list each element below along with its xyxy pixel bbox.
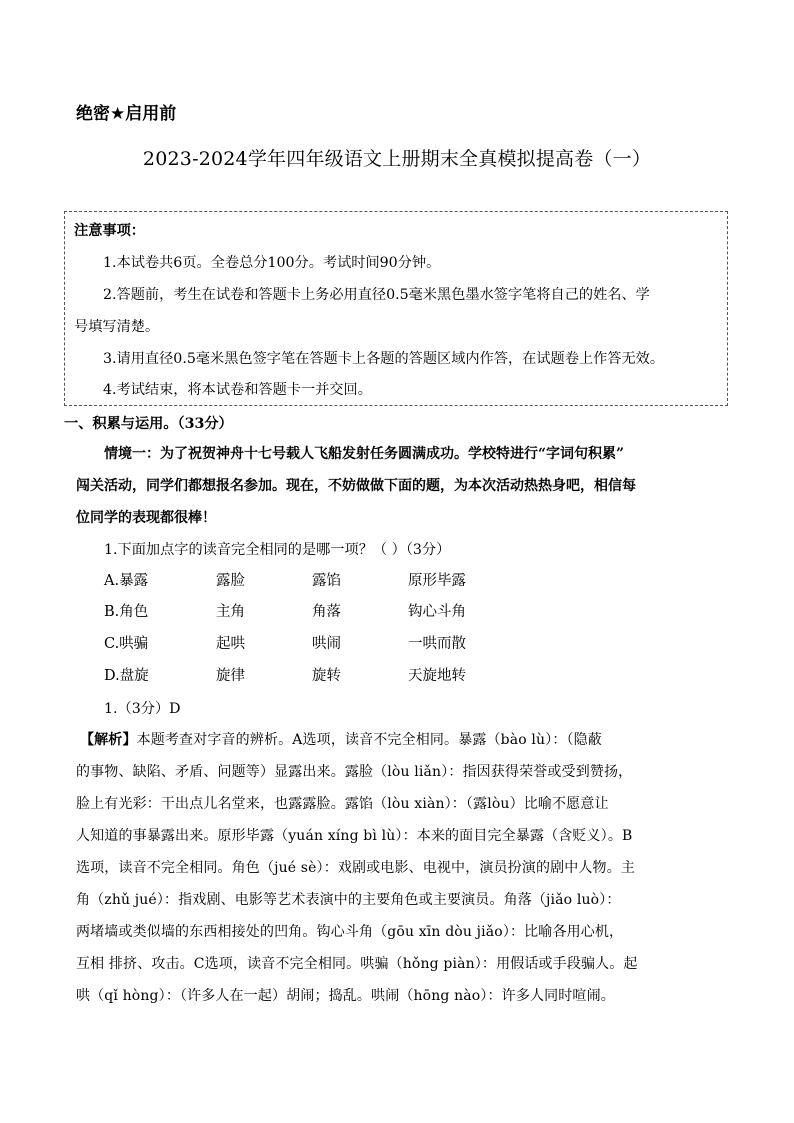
section-heading: 一、积累与运用。（33分）	[64, 416, 233, 432]
option-word: 原形毕露	[408, 573, 466, 589]
option-row-c	[104, 633, 504, 655]
option-word: 角落	[312, 604, 341, 620]
notice-item: 3.请用直径0.5毫米黑色签字笔在答题卡上各题的答题区域内作答，在试题卷上作答无效。	[103, 351, 665, 367]
notice-item: 号填写清楚。	[74, 319, 160, 335]
answer-1: 1.（3分）D	[104, 701, 181, 717]
notice-box	[64, 211, 728, 406]
page-title: 2023-2024学年四年级语文上册期末全真模拟提高卷（一）	[142, 148, 652, 170]
option-word: C.哄骗	[104, 636, 149, 652]
option-word: 起哄	[216, 636, 245, 652]
option-row-b	[104, 601, 504, 623]
context-line: 闯关活动，同学们都想报名参加。现在，不妨做做下面的题，为本次活动热热身吧，相信每	[76, 478, 636, 494]
explanation-line: 互相 排挤、攻击。C选项，读音不完全相同。哄骗（hǒng piàn）：用假话或手段骗人。起	[76, 956, 638, 972]
option-word: 露馅	[312, 573, 341, 589]
context-line: 位同学的表现都很棒！	[76, 510, 216, 526]
explanation-line: 的事物、缺陷、矛盾、问题等）显露出来。露脸（lòu liǎn）：指因获得荣誉或受到赞扬，	[76, 764, 633, 780]
option-word: 钩心斗角	[408, 604, 466, 620]
option-word: A.暴露	[104, 573, 149, 589]
explanation-text: 本题考查对字音的辨析。A选项，读音不完全相同。暴露（bào lù）：（隐蔽	[136, 732, 602, 748]
option-word: 旋律	[216, 668, 245, 684]
explanation-line: 两堵墙或类似墙的东西相接处的凹角。钩心斗角（gōu xīn dòu jiǎo）：比喻各用心机，	[76, 924, 624, 940]
option-word: 哄闹	[312, 636, 341, 652]
option-word: 一哄而散	[408, 636, 466, 652]
notice-item: 2.答题前，考生在试卷和答题卡上务必用直径0.5毫米黑色墨水签字笔将自己的姓名、学	[103, 287, 650, 303]
option-word: 主角	[216, 604, 245, 620]
option-word: 天旋地转	[408, 668, 466, 684]
secret-label: 绝密★启用前	[76, 104, 177, 124]
option-word: B.角色	[104, 604, 149, 620]
explanation-line: 人知道的事暴露出来。原形毕露（yuán xíng bì lù）：本来的面目完全暴露（含贬义）。B	[76, 828, 633, 844]
explanation-line: 选项，读音不完全相同。角色（jué sè）：戏剧或电影、电视中，演员扮演的剧中人物。主	[76, 860, 636, 876]
explanation-line	[80, 730, 602, 750]
explanation-line: 脸上有光彩：干出点儿名堂来，也露露脸。露馅（lòu xiàn）：（露lòu）比喻不愿意让	[76, 796, 609, 812]
explanation-tag: 【解析】	[80, 732, 137, 748]
notice-item: 4.考试结束，将本试卷和答题卡一并交回。	[103, 382, 372, 398]
option-word: 旋转	[312, 668, 341, 684]
option-word: 露脸	[216, 573, 245, 589]
explanation-line: 角（zhǔ jué）：指戏剧、电影等艺术表演中的主要角色或主要演员。角落（jiǎo luò）：	[76, 892, 621, 908]
question-1: 1.下面加点字的读音完全相同的是哪一项？（ ）（3分）	[104, 542, 451, 558]
explanation-line: 哄（qǐ hòng）：（许多人在一起）胡闹；捣乱。哄闹（hōng nào）：许多人同时喧闹。	[76, 988, 615, 1004]
option-row-d	[104, 665, 504, 687]
notice-item: 1.本试卷共6页。全卷总分100分。考试时间90分钟。	[103, 255, 441, 271]
notice-heading: 注意事项：	[74, 223, 145, 239]
option-row-a	[104, 570, 504, 592]
option-word: D.盘旋	[104, 668, 149, 684]
context-line: 情境一：为了祝贺神舟十七号载人飞船发射任务圆满成功。学校特进行“字词句积累”	[104, 446, 625, 462]
